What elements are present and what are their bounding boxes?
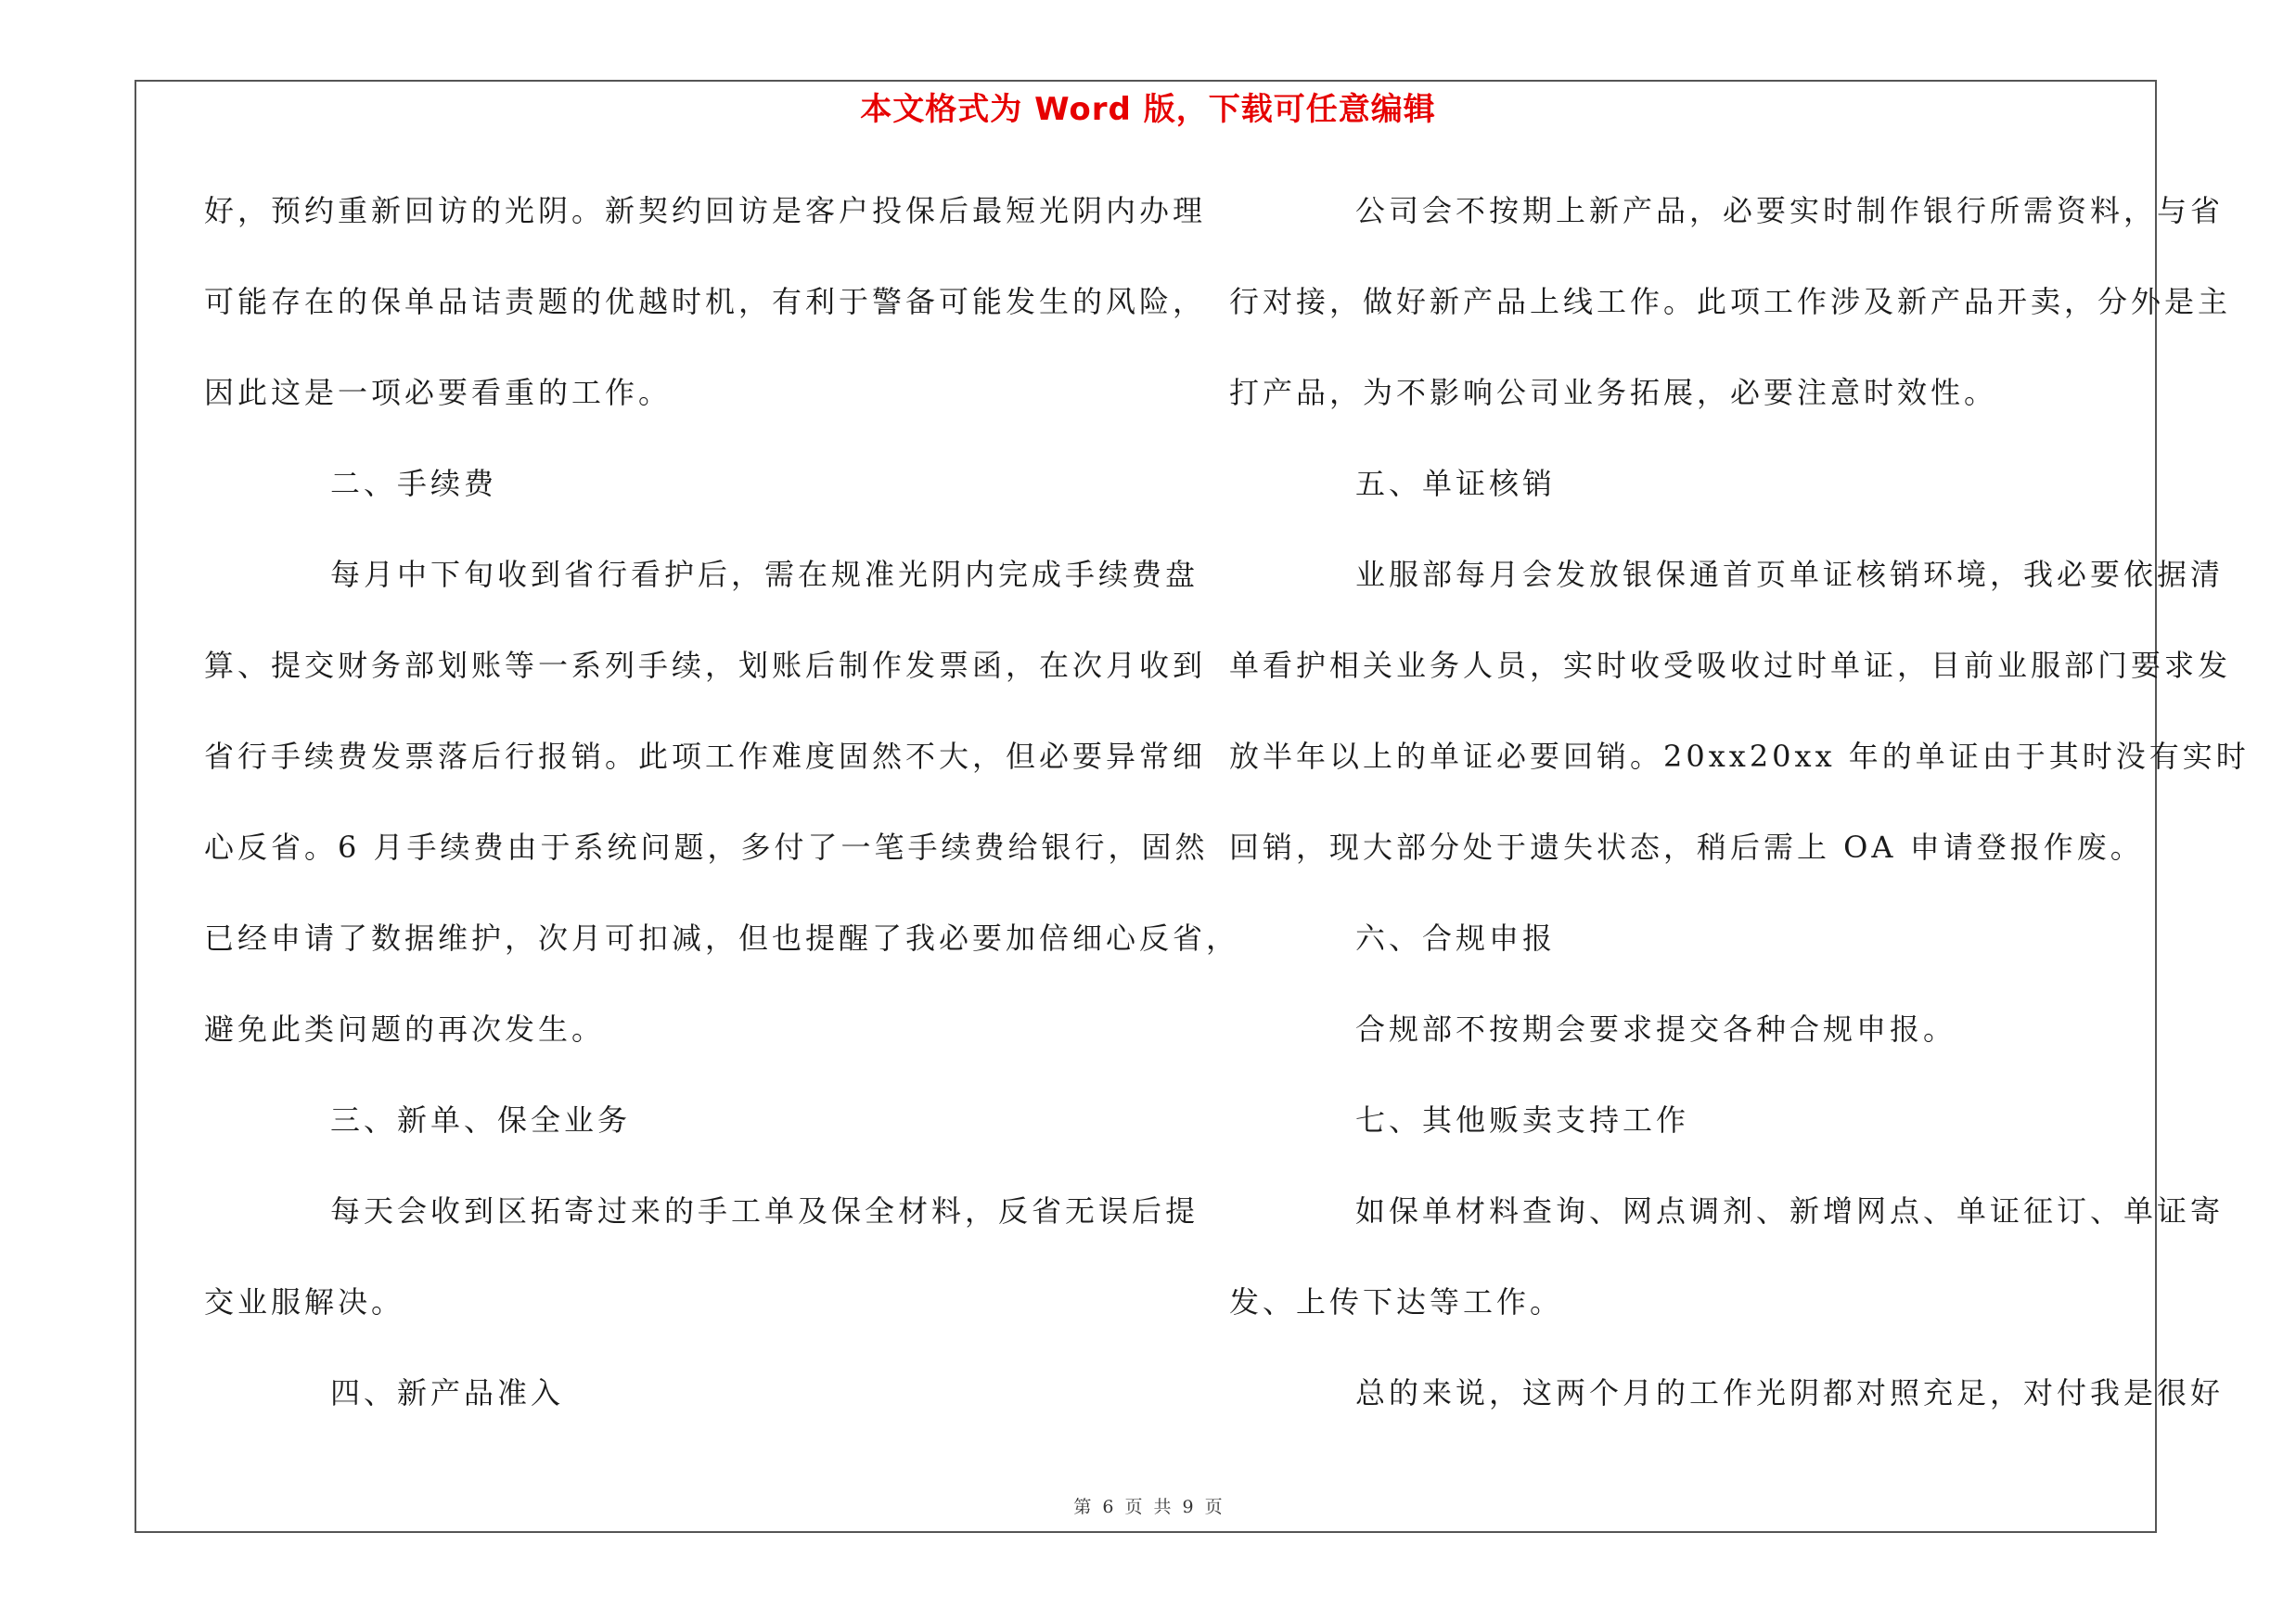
- text-line: 每天会收到区拓寄过来的手工单及保全材料，反省无误后提: [330, 1193, 1199, 1229]
- text-line: 业服部每月会发放银保通首页单证核销环境，我必要依据清: [1355, 557, 2225, 592]
- text-line: 发、上传下达等工作。: [1229, 1284, 1564, 1320]
- text-line: 行对接，做好新产品上线工作。此项工作涉及新产品开卖，分外是主: [1229, 284, 2232, 319]
- text-line: 交业服解决。: [204, 1284, 405, 1320]
- text-line: 公司会不按期上新产品，必要实时制作银行所需资料，与省: [1355, 193, 2225, 228]
- text-line: 心反省。6 月手续费由于系统问题，多付了一笔手续费给银行，固然: [204, 830, 1209, 865]
- text-line: 每月中下旬收到省行看护后，需在规准光阴内完成手续费盘: [330, 557, 1199, 592]
- text-line: 如保单材料查询、网点调剂、新增网点、单证征订、单证寄: [1355, 1193, 2225, 1229]
- text-line: 避免此类问题的再次发生。: [204, 1011, 606, 1047]
- text-line: 已经申请了数据维护，次月可扣减，但也提醒了我必要加倍细心反省，: [204, 921, 1240, 956]
- text-line: 打产品，为不影响公司业务拓展，必要注意时效性。: [1229, 375, 1998, 410]
- text-line: 五、单证核销: [1355, 466, 1557, 501]
- text-line: 好，预约重新回访的光阴。新契约回访是客户投保后最短光阴内办理: [204, 193, 1207, 228]
- page-indicator: 第 6 页 共 9 页: [1073, 1497, 1223, 1517]
- text-line: 二、手续费: [330, 466, 498, 501]
- text-line: 回销，现大部分处于遗失状态，稍后需上 OA 申请登报作废。: [1229, 830, 2144, 865]
- text-line: 三、新单、保全业务: [330, 1102, 632, 1138]
- text-line: 放半年以上的单证必要回销。20xx20xx 年的单证由于其时没有实时: [1229, 739, 2250, 774]
- text-line: 单看护相关业务人员，实时收受吸收过时单证，目前业服部门要求发: [1229, 648, 2232, 683]
- text-line: 四、新产品准入: [330, 1375, 565, 1410]
- text-line: 合规部不按期会要求提交各种合规申报。: [1355, 1011, 1957, 1047]
- text-line: 算、提交财务部划账等一系列手续，划账后制作发票函，在次月收到: [204, 648, 1207, 683]
- text-line: 六、合规申报: [1355, 921, 1557, 956]
- text-line: 可能存在的保单品诘责题的优越时机，有利于警备可能发生的风险，: [204, 284, 1207, 319]
- header-banner: 本文格式为 Word 版，下载可任意编辑: [860, 91, 1436, 128]
- text-line: 七、其他贩卖支持工作: [1355, 1102, 1690, 1138]
- text-line: 总的来说，这两个月的工作光阴都对照充足，对付我是很好: [1355, 1375, 2225, 1410]
- text-line: 因此这是一项必要看重的工作。: [204, 375, 673, 410]
- right-column: [1229, 181, 2250, 1454]
- text-line: 省行手续费发票落后行报销。此项工作难度固然不大，但必要异常细: [204, 739, 1207, 774]
- left-column: [204, 181, 1240, 1454]
